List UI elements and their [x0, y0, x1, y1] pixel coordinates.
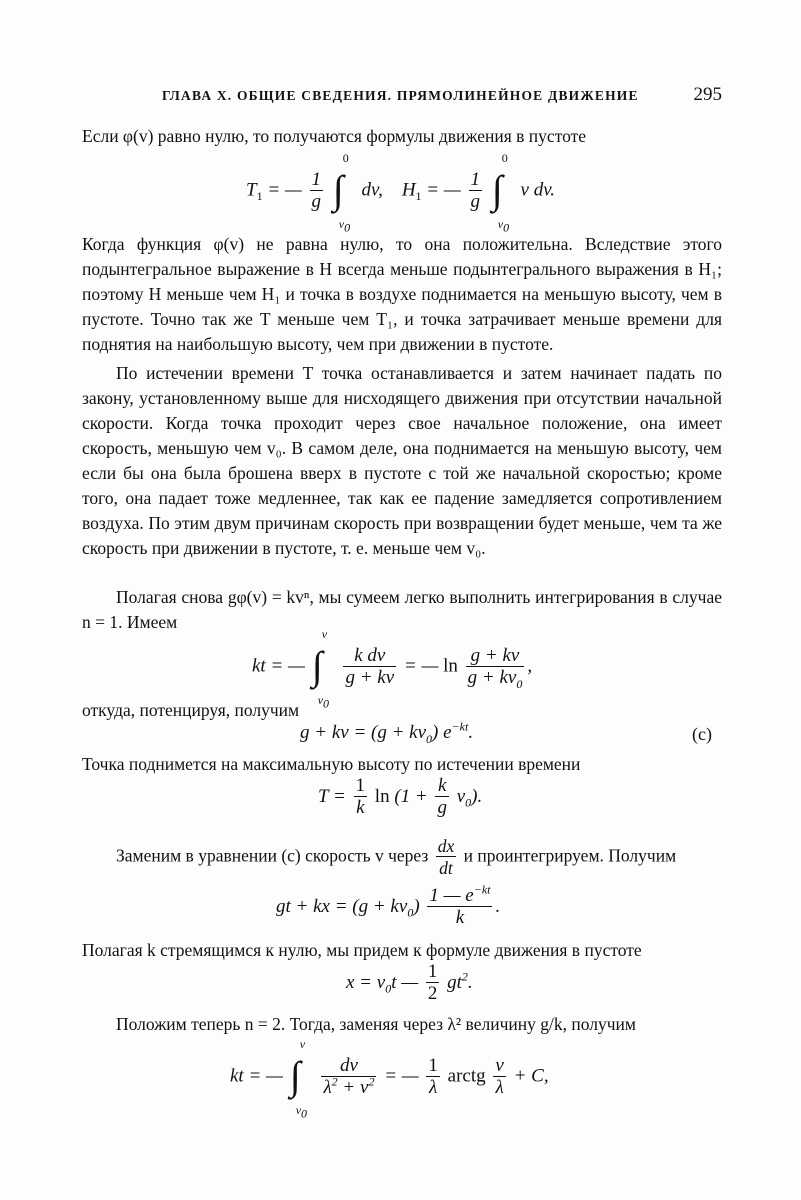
paragraph-6: Точка поднимется на максимальную высоту по истечении времени — [82, 754, 581, 774]
equation-max-time: T = $\frac{1}{k}$ ln (1 + $\frac{k}{g}$ $v_0$). — [318, 775, 483, 818]
equation-position-linear: gt + kx = $(g + kv_0)$ $\frac{1 — e^{-kt}}{k}$ . — [276, 882, 501, 928]
paragraph-8: Полагая k стремящимся к нулю, мы придем к формуле движения в пустоте — [82, 940, 642, 960]
equation-vacuum-formulas: $T_1$ = — $\frac{1}{g}$ 0 ∫ $v_0$ dv, $H_1$ = — $\frac{1}{g}$ 0 ∫ $v_0$ v dv. — [246, 151, 555, 235]
running-title: ГЛАВА X. ОБЩИЕ СВЕДЕНИЯ. ПРЯМОЛИНЕЙНОЕ ДВИЖЕНИЕ — [162, 88, 639, 103]
equation-kt-quadratic: kt = — v ∫ $v_0$ $\frac{dv}{\lambda^2 + v^2}$ = — $\frac{1}{\lambda}$ arctg $\frac{v}{\lambda}$ + C, — [230, 1037, 549, 1121]
paragraph-7: Заменим в уравнении (c) скорость v через $\frac{dx}{dt}$ и проинтегрируем. Получим — [116, 836, 677, 878]
paragraph-1: Если φ(v) равно нулю, то получаются формулы движения в пустоте — [82, 126, 587, 146]
paragraph-5: откуда, потенцируя, получим — [82, 700, 300, 720]
paragraph-9: Положим теперь n = 2. Тогда, заменяя через λ² величину g/k, получим — [116, 1014, 636, 1034]
equation-tag-c: (c) — [692, 724, 712, 744]
paragraph-3: По истечении времени T точка останавливается и затем начинает падать по закону, установленному выше для нисходящего движения при отсутствии начальной скорости. Когда точка проходит через свое начальное положение, она имеет скорость, меньшую чем v₀. В самом деле, она поднимается на меньшую высоту, чем если бы она была брошена вверх в пустоте с той же начальной скоростью; кроме того, она падает тоже медленнее, так как ее падение замедляется сопротивлением воздуха. По этим двум причинам скорость при возвращении будет меньше, чем та же скорость при движении в пустоте, т. е. меньше чем v₀. — [82, 363, 722, 558]
paragraph-2: Когда функция φ(v) не равна нулю, то она положительна. Вследствие этого подынтегральное выражение в H всегда меньше подынтегрального выражения в H₁; поэтому H меньше чем H₁ и точка в воздухе поднимается на меньшую высоту, чем в пустоте. Точно так же T меньше чем T₁, и точка затрачивает меньше времени для поднятия на наибольшую высоту, чем при движении в пустоте. — [82, 234, 722, 354]
equation-c: g + kv = $(g + kv_0)$ $e^{-kt}$. — [300, 719, 474, 746]
page-number: 295 — [693, 84, 722, 105]
page-header — [162, 82, 722, 108]
equation-kt-linear: kt = — v ∫ $v_0$ $\frac{\text{k dv}}{g + kv}$ = — ln $\frac{g + kv}{g + kv_0}$ , — [252, 627, 533, 711]
dx-dt-fraction: $\frac{dx}{dt}$ — [437, 836, 455, 878]
paragraph-4: Полагая снова gφ(v) = kvⁿ, мы сумеем легко выполнить интегрирования в случае n = 1. Имеем — [82, 587, 722, 632]
equation-vacuum-motion: $x = v_0t$ — $\frac{1}{2}$ $gt^2$. — [346, 961, 473, 1004]
